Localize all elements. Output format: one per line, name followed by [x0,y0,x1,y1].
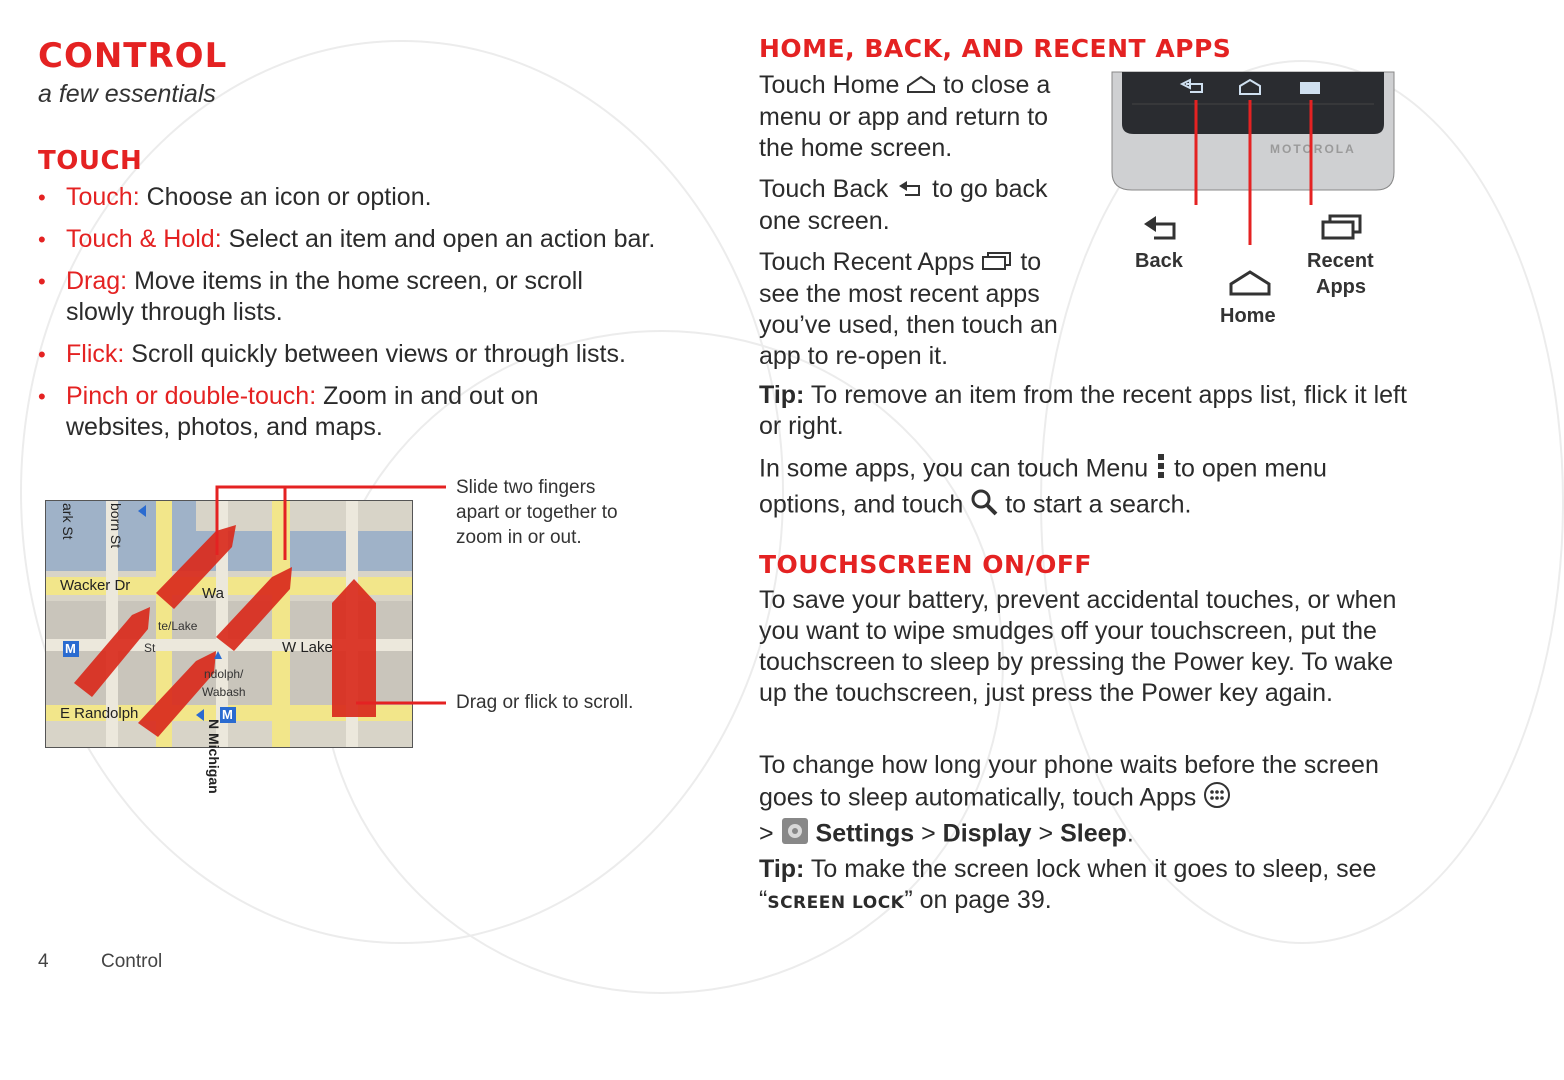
list-item [38,339,698,370]
settings-gear-icon [781,817,809,853]
sleep-text-a: To change how long your phone waits before the screen goes to sleep automatically, touch Apps [759,751,1379,812]
bullet-icon: • [38,269,46,294]
street-wa: Wa [202,585,224,602]
recent-text-b: to see the most recent apps you’ve used, then touch an app to re-open it. [759,247,1058,370]
map-caption-zoom: Slide two fingers apart or together to zoom in or out. [456,477,618,548]
screen-lock-link[interactable]: SCREEN LOCK [767,893,905,913]
label-recent-1: Recent [1307,250,1374,272]
home-back-text [759,70,1079,372]
touch-desc: Select an item and open an action bar. [228,225,656,253]
back-arrow-icon [895,175,925,206]
tip-label: Tip: [759,855,805,883]
touch-term: Pinch or double-touch: [66,382,317,410]
tip-recent [759,380,1409,442]
street-state-lake: te/Lake [158,619,198,633]
recent-apps-icon [981,248,1013,279]
street-park: ark St [60,503,76,540]
path-separator: > [1038,819,1054,848]
phone-brand: MOTOROLA [1270,142,1356,156]
bullet-icon: • [38,185,46,210]
phone-illustration [1112,72,1394,192]
home-paragraph [759,70,1079,164]
label-home: Home [1220,305,1276,327]
street-michigan: N Michigan [206,719,222,794]
menu-search-paragraph [759,452,1409,524]
back-text-b: to go back one screen. [759,174,1048,235]
sleep-period: . [1126,819,1134,848]
street-lake: W Lake [282,639,333,656]
street-st: St [144,641,156,655]
page-number: 4 [38,951,49,972]
bullet-icon: • [38,384,46,409]
footer-section: Control [101,951,163,972]
touch-term: Touch: [66,183,140,211]
sleep-label: Sleep [1060,819,1127,848]
tip-text: To remove an item from the recent apps list, flick it left or right. [759,381,1407,440]
map-caption-drag: Drag or flick to scroll. [456,692,634,713]
touch-term: Drag: [66,267,128,295]
search-icon [970,488,998,524]
touchscreen-heading: TOUCHSCREEN ON/OFF [759,550,1092,579]
home-text-b: to close a menu or app and return to the home screen. [759,71,1051,162]
label-recent-2: Apps [1316,276,1366,298]
menu-text-a: In some apps, you can touch Menu [759,454,1149,483]
touch-term: Touch & Hold: [66,225,222,253]
home-text-a: Touch Home [759,71,900,99]
settings-label: Settings [815,819,915,848]
tip-label: Tip: [759,381,805,409]
touchscreen-paragraph: To save your battery, prevent accidental touches, or when you want to wipe smudges off your touchscreen, put the touchscreen to sleep by pressing the Power key. To wake up the touchscreen, just press the Power key again. [759,586,1397,707]
tip-screen-lock [759,854,1409,919]
touch-desc: Scroll quickly between views or through lists. [131,340,626,368]
bullet-icon: • [38,342,46,367]
recent-apps-icon [1320,213,1364,246]
recent-paragraph [759,247,1079,372]
touch-desc: Move items in the home screen, or scroll slowly through lists. [66,267,583,326]
back-text-a: Touch Back [759,174,889,203]
sleep-settings-paragraph [759,750,1409,853]
touch-list [38,182,698,454]
street-born: born St [108,503,124,549]
label-back: Back [1135,250,1183,272]
menu-text-c: to start a search. [1005,490,1192,519]
back-paragraph [759,174,1079,237]
street-randolph-wabash: ndolph/ [204,667,244,681]
touch-desc: Zoom in and out on websites, photos, and maps. [66,382,539,441]
apps-icon [1203,781,1231,817]
tip-text-b: ” on page 39. [904,886,1052,914]
tip-text-a: To make the screen lock when it goes to sleep, see “ [759,855,1377,914]
list-item [38,224,698,255]
bullet-icon: • [38,227,46,252]
home-back-heading: HOME, BACK, AND RECENT APPS [759,34,1232,63]
home-icon [1228,268,1272,301]
touch-heading: TOUCH [38,146,143,176]
menu-icon [1155,452,1167,488]
page-title: CONTROL [38,36,228,76]
street-wacker: Wacker Dr [60,577,131,594]
touch-desc: Choose an icon or option. [146,183,432,211]
touch-term: Flick: [66,340,125,368]
page-subtitle: a few essentials [38,80,216,108]
list-item [38,182,698,213]
back-arrow-icon [1140,213,1180,246]
display-label: Display [942,819,1032,848]
home-icon [906,71,936,102]
recent-text-a: Touch Recent Apps [759,247,975,276]
list-item [38,266,626,328]
street-randolph: E Randolph [60,705,139,722]
phone-graphic [1112,72,1394,192]
path-separator: > [921,819,936,848]
path-separator: > [759,819,774,848]
street-wabash: Wabash [202,685,246,699]
metro-icon: M [222,707,233,722]
metro-icon: M [65,641,76,656]
list-item [38,381,626,443]
map-illustration [45,500,413,794]
menu-text-b: to open menu options, and touch [759,454,1327,519]
